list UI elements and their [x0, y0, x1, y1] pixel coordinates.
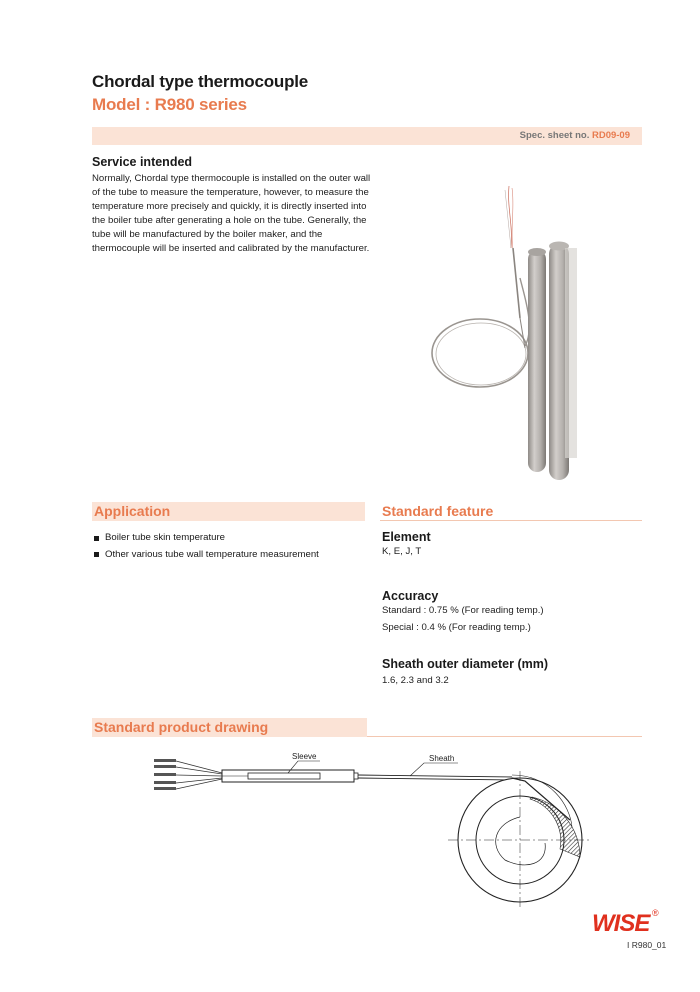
spec-sheet-bar [92, 127, 642, 145]
sleeve-label: Sleeve [292, 752, 317, 761]
sheath-diameter-heading: Sheath outer diameter (mm) [382, 657, 549, 671]
drawing-divider [367, 736, 642, 737]
product-drawing [140, 745, 590, 935]
logo-text: WISE [592, 910, 650, 937]
registered-mark: ® [652, 908, 659, 918]
sheath-diameter-value: 1.6, 2.3 and 3.2 [382, 675, 449, 686]
application-section-header [92, 502, 365, 521]
service-paragraph: Normally, Chordal type thermocouple is installed on the outer wall of the tube to measure the temperature, however, to measure the temperature more precisely and quickly, it is directly inserted into the boiler tube after generating a hole on the tube. Generally, the tube will be manufactured by the boiler maker, and the thermocouple will be inserted and calibrated by the manufacturer. [92, 173, 371, 255]
element-value: K, E, J, T [382, 546, 422, 557]
product-photo [425, 178, 595, 488]
list-item [92, 547, 319, 564]
wise-logo [590, 905, 660, 937]
element-heading: Element [382, 530, 431, 544]
drawing-section-header [92, 718, 367, 737]
square-bullet-icon [94, 552, 99, 557]
standard-feature-section-header [380, 502, 642, 521]
application-heading: Application [94, 503, 171, 519]
sheath-label: Sheath [429, 754, 455, 763]
application-item-label: Other various tube wall temperature measurement [105, 548, 319, 560]
spec-sheet-number: RD09-09 [591, 130, 630, 141]
drawing-heading: Standard product drawing [94, 719, 269, 735]
accuracy-special: Special : 0.4 % (For reading temp.) [382, 622, 531, 633]
square-bullet-icon [94, 536, 99, 541]
list-item [92, 530, 319, 547]
accuracy-standard: Standard : 0.75 % (For reading temp.) [382, 605, 544, 616]
service-heading: Service intended [92, 155, 193, 169]
standard-feature-heading: Standard feature [382, 503, 494, 519]
document-title: Chordal type thermocouple [92, 72, 309, 91]
application-item-label: Boiler tube skin temperature [105, 532, 225, 543]
spec-sheet-label [520, 130, 630, 141]
page-code: I R980_01 [627, 940, 667, 950]
spec-sheet-prefix: Spec. sheet no. [519, 130, 590, 141]
model-title: Model : R980 series [92, 95, 247, 114]
application-list [92, 530, 319, 563]
accuracy-heading: Accuracy [382, 589, 439, 603]
